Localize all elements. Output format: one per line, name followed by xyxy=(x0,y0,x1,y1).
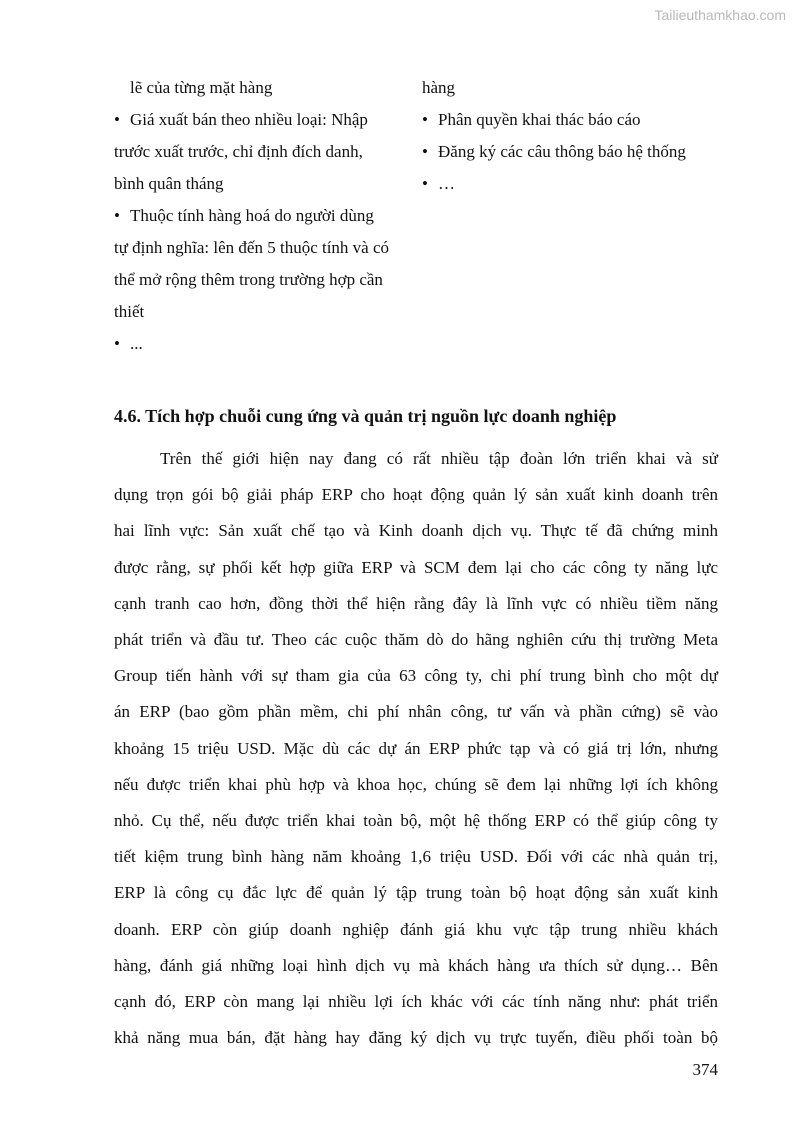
paragraph-line: khả năng mua bán, đặt hàng hay đăng ký dịch vụ trực tuyến, điều phối toàn bộ xyxy=(114,1028,718,1048)
paragraph-line: Trên thế giới hiện nay đang có rất nhiều tập đoàn lớn triển khai và sử xyxy=(160,449,718,468)
bullet-icon: • xyxy=(114,110,120,129)
bullet-icon: • xyxy=(422,110,428,129)
paragraph-line: được rằng, sự phối kết hợp giữa ERP và SCM đem lại cho các công ty năng lực xyxy=(114,557,718,577)
left-column-line: bình quân tháng xyxy=(114,174,224,193)
bullet-icon: • xyxy=(422,174,428,193)
paragraph-line: doanh. ERP còn giúp doanh nghiệp đánh giá khu vực tập trung nhiều khách xyxy=(114,919,718,939)
page-number: 374 xyxy=(692,1060,718,1079)
paragraph-line: nhỏ. Cụ thể, nếu được triển khai toàn bộ, một hệ thống ERP có thể giúp công ty xyxy=(114,811,718,831)
left-column-line: thể mở rộng thêm trong trường hợp cần xyxy=(114,270,383,289)
right-feature-column xyxy=(422,72,722,200)
paragraph-line: dụng trọn gói bộ giải pháp ERP cho hoạt động quản lý sản xuất kinh doanh trên xyxy=(114,485,718,505)
paragraph-line: cạnh tranh cao hơn, đồng thời thể hiện rằng đây là lĩnh vực có nhiều tiềm năng xyxy=(114,593,718,613)
bullet-icon: • xyxy=(114,334,120,353)
paragraph-line: khoảng 15 triệu USD. Mặc dù các dự án ERP phức tạp và có giá trị lớn, nhưng xyxy=(114,738,718,758)
paragraph-line: nếu được triển khai phù hợp và khoa học, chúng sẽ đem lại những lợi ích không xyxy=(114,774,718,794)
paragraph-line: án ERP (bao gồm phần mềm, chi phí nhân công, tư vấn và phần cứng) sẽ vào xyxy=(114,702,718,722)
paragraph-line: ERP là công cụ đắc lực để quản lý tập trung toàn bộ hoạt động sản xuất kinh xyxy=(114,883,718,903)
left-column-line: • ... xyxy=(114,328,414,360)
paragraph-line: hai lĩnh vực: Sản xuất chế tạo và Kinh doanh dịch vụ. Thực tế đã chứng minh xyxy=(114,521,718,541)
right-column-line: • Đăng ký các câu thông báo hệ thống xyxy=(422,136,722,168)
left-column-line: tự định nghĩa: lên đến 5 thuộc tính và có xyxy=(114,238,390,257)
watermark-text: Tailieuthamkhao.com xyxy=(654,7,786,23)
body-paragraph xyxy=(114,441,718,1056)
right-column-line: • Phân quyền khai thác báo cáo xyxy=(422,104,722,136)
right-column-line: • … xyxy=(422,168,722,200)
paragraph-line: cạnh đó, ERP còn mang lại nhiều lợi ích khác với các tính năng như: phát triển xyxy=(114,992,718,1012)
left-column-line: • Thuộc tính hàng hoá do người dùng xyxy=(114,200,414,232)
left-column-line: trước xuất trước, chỉ định đích danh, xyxy=(114,142,363,161)
left-column-line: • Giá xuất bán theo nhiều loại: Nhập xyxy=(114,104,414,136)
bullet-icon: • xyxy=(422,142,428,161)
paragraph-line: Group tiến hành với sự tham gia của 63 công ty, chi phí trung bình cho một dự xyxy=(114,666,718,686)
left-feature-column xyxy=(114,72,414,360)
bullet-icon: • xyxy=(114,206,120,225)
paragraph-line: tiết kiệm trung bình hàng năm khoảng 1,6 triệu USD. Đối với các nhà quản trị, xyxy=(114,847,718,867)
paragraph-line: phát triển và đầu tư. Theo các cuộc thăm dò do hãng nghiên cứu thị trường Meta xyxy=(114,630,718,650)
left-column-line: lẽ của từng mặt hàng xyxy=(130,78,273,97)
section-heading: 4.6. Tích hợp chuỗi cung ứng và quản trị nguồn lực doanh nghiệp xyxy=(114,406,617,426)
paragraph-line: hàng, đánh giá những loại hình dịch vụ mà khách hàng ưa thích sử dụng… Bên xyxy=(114,955,718,975)
right-column-line: hàng xyxy=(422,78,456,97)
left-column-line: thiết xyxy=(114,302,145,321)
